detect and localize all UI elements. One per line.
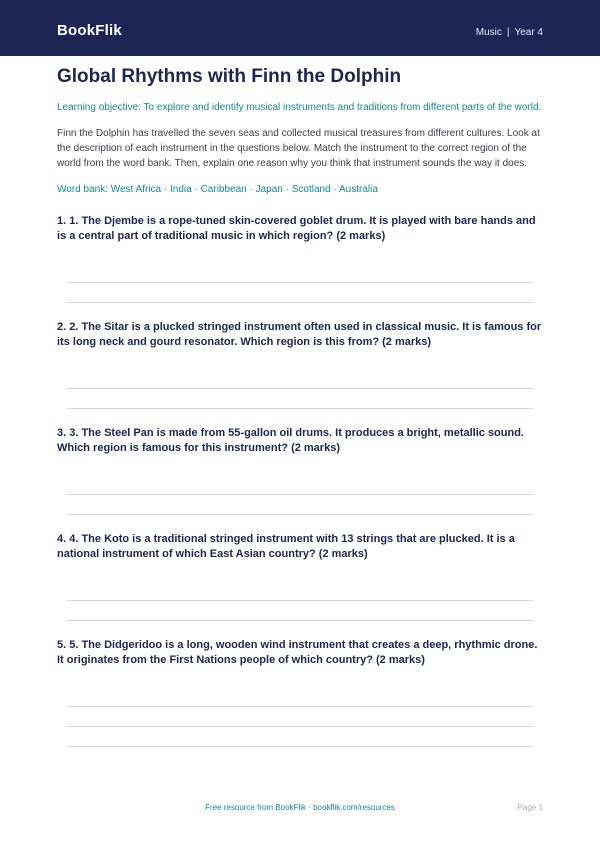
page-number: Page 1 [517, 803, 543, 812]
meta-separator: | [506, 27, 510, 38]
subject-year-label [476, 27, 543, 38]
question-block [57, 532, 543, 621]
answer-area[interactable] [57, 706, 543, 747]
answer-line [67, 388, 533, 389]
question-text: 2. 2. The Sitar is a plucked stringed instrument often used in classical music. It is famous for its long neck and gourd resonator. Which region is this from? (2 marks) [57, 321, 542, 348]
page-title: Global Rhythms with Finn the Dolphin [57, 66, 402, 87]
year-label: Year 4 [514, 27, 543, 38]
answer-line [67, 408, 533, 409]
page-header [0, 0, 600, 56]
worksheet-content [57, 66, 543, 747]
answer-line [67, 494, 533, 495]
answer-line [67, 282, 533, 283]
answer-line [67, 620, 533, 621]
brand-logo[interactable]: BookFlik [57, 22, 122, 39]
answer-area[interactable] [57, 600, 543, 621]
word-bank: Word bank: West Africa · India · Caribbean · Japan · Scotland · Australia [57, 184, 378, 195]
question-block [57, 214, 543, 303]
answer-line [67, 600, 533, 601]
question-text: 5. 5. The Didgeridoo is a long, wooden wind instrument that creates a deep, rhythmic drone. It originates from the First Nations people of which country? (2 marks) [57, 639, 538, 666]
subject-label: Music [475, 27, 502, 38]
question-text: 3. 3. The Steel Pan is made from 55-gallon oil drums. It produces a bright, metallic sound. Which region is famous for this instrument? (2 marks) [57, 427, 524, 454]
question-block [57, 320, 543, 409]
learning-objective: Learning objective: To explore and identify musical instruments and traditions from different parts of the world. [57, 102, 542, 113]
question-block [57, 638, 543, 747]
question-text: 4. 4. The Koto is a traditional stringed instrument with 13 strings that are plucked. It is a national instrument of which East Asian country? (2 marks) [57, 533, 515, 560]
answer-area[interactable] [57, 282, 543, 303]
question-text: 1. 1. The Djembe is a rope-tuned skin-covered goblet drum. It is played with bare hands and is a central part of traditional music in which region? (2 marks) [57, 215, 536, 242]
answer-line [67, 746, 533, 747]
answer-line [67, 706, 533, 707]
answer-line [67, 514, 533, 515]
page-footer [0, 803, 600, 817]
answer-line [67, 302, 533, 303]
answer-area[interactable] [57, 388, 543, 409]
answer-line [67, 726, 533, 727]
answer-area[interactable] [57, 494, 543, 515]
intro-paragraph: Finn the Dolphin has travelled the seven seas and collected musical treasures from different cultures. Look at the description of each instrument in the questions below. Match the instrument to the correct region of the world from the word bank. Then, explain one reason why you think that instrument sounds the way it does. [57, 128, 540, 169]
footer-credit[interactable]: Free resource from BookFlik · bookflik.com/resources [205, 803, 395, 812]
question-block [57, 426, 543, 515]
